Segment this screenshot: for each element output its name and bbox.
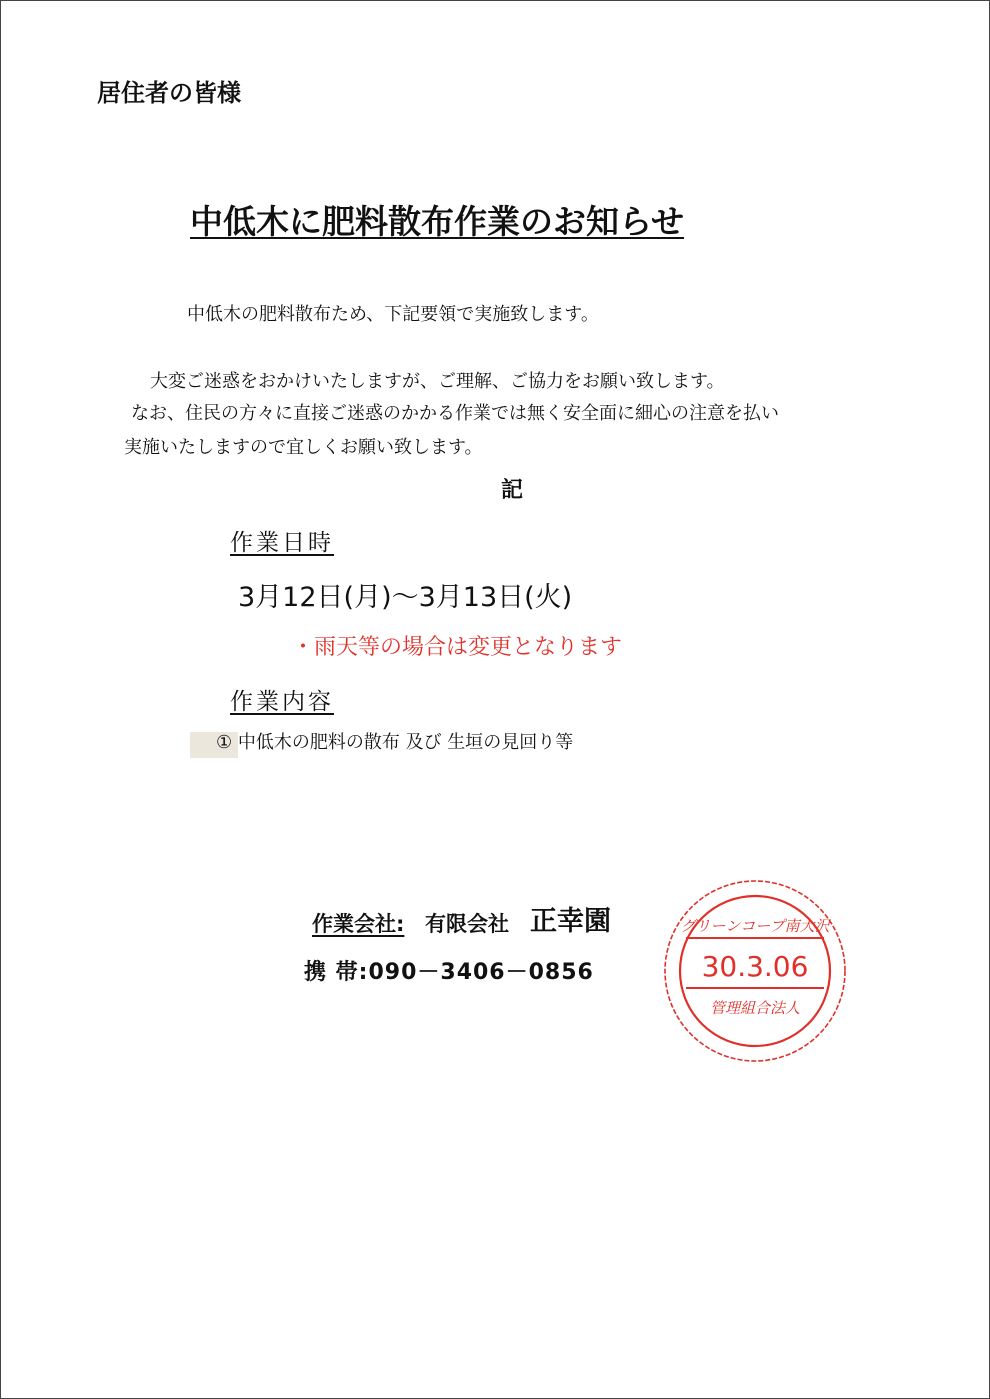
closing-line: 実施いたしますので宜しくお願い致します。 (124, 437, 483, 458)
company-name: 正幸園 (530, 906, 611, 937)
notice-title: 中低木に肥料散布作業のお知らせ (190, 202, 685, 241)
rain-note: ・雨天等の場合は変更となります (292, 635, 623, 660)
stamp-bottom-text: 管理組合法人 (709, 999, 801, 1017)
stamp-date: 30.3.06 (701, 950, 809, 983)
addressee: 居住者の皆様 (97, 79, 241, 107)
apology-line: 大変ご迷惑をおかけいたしますが、ご理解、ご協力をお願い致します。 (150, 371, 725, 392)
schedule-date: 3月12日(月)～3月13日(火) (238, 582, 573, 613)
company-label: 作業会社: (312, 912, 405, 936)
content-item: ① 中低木の肥料の散布 及び 生垣の見回り等 (216, 732, 574, 753)
content-heading: 作業内容 (230, 689, 334, 715)
intro-paragraph: 中低木の肥料散布ため、下記要領で実施致します。 (187, 304, 599, 325)
safety-line: なお、住民の方々に直接ご迷惑のかかる作業では無く安全面に細心の注意を払い (131, 403, 779, 424)
phone-number: 携 帯:090－3406－0856 (304, 960, 594, 985)
company-type: 有限会社 (425, 912, 509, 936)
schedule-heading: 作業日時 (230, 530, 334, 556)
received-stamp (660, 876, 850, 1066)
ki-heading: 記 (501, 478, 524, 503)
stamp-top-text: グリーンコープ南大沢 (680, 917, 830, 935)
